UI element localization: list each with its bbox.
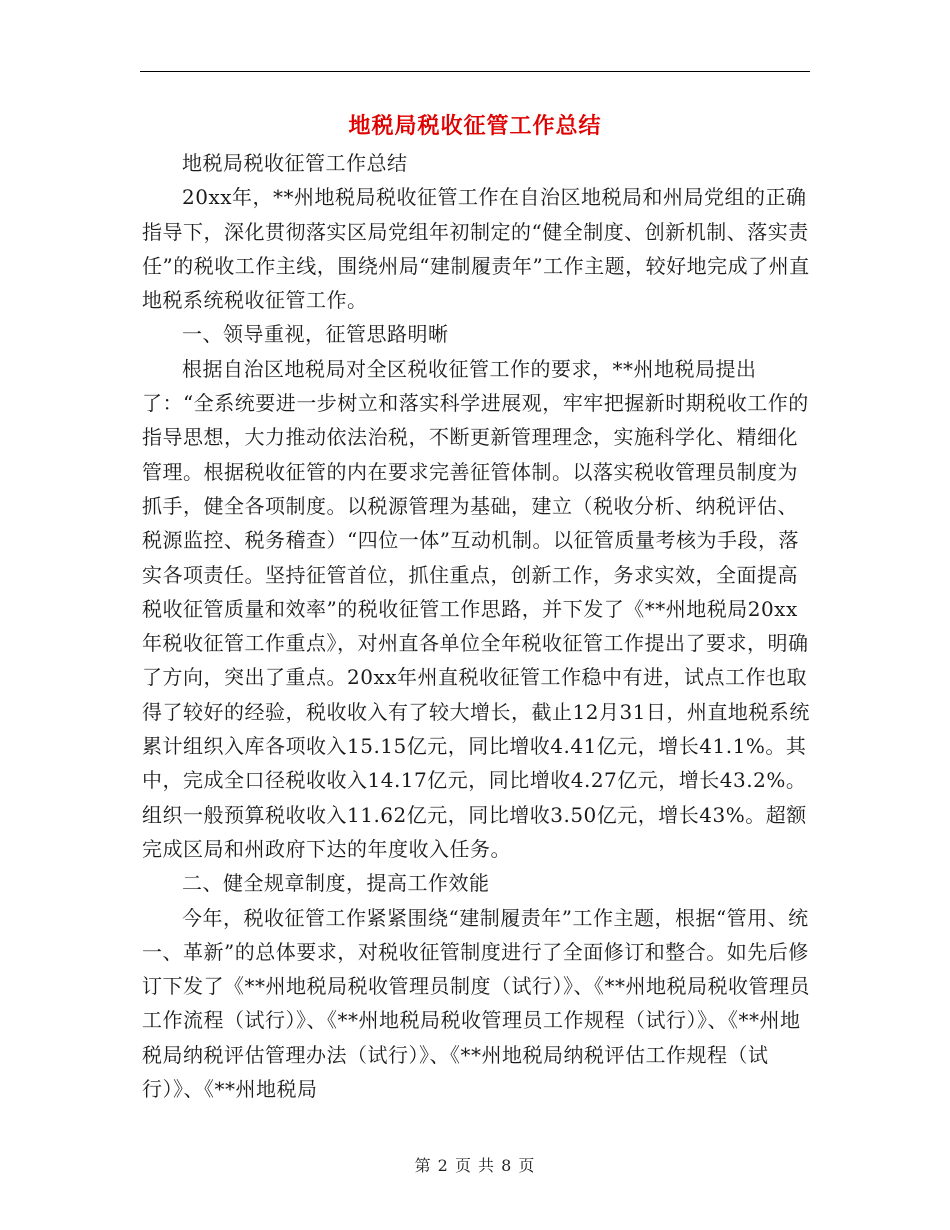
page-footer: 第 2 页 共 8 页 (414, 1156, 536, 1175)
intro-paragraph: 20xx年，**州地税局税收征管工作在自治区地税局和州局党组的正确指导下，深化贯彻落实区局党组年初制定的“健全制度、创新机制、落实责任”的税收工作主线，围绕州局“建制履责年”工作主题，较好地完成了州直地税系统税收征管工作。 (142, 185, 810, 313)
subtitle-paragraph: 地税局税收征管工作总结 (182, 151, 408, 175)
header-divider (140, 71, 810, 72)
section-2-paragraph: 今年，税收征管工作紧紧围绕“建制履责年”工作主题，根据“管用、统一、革新”的总体要求，对税收征管制度进行了全面修订和整合。如先后修订下发了《**州地税局税收管理员制度（试行）》、《**州地税局税收管理员工作流程（试行）》、《**州地税局税收管理员工作规程（试行）》、《**州地税局纳税评估管理办法（试行）》、《**州地税局纳税评估工作规程（试行）》、《**州地税局 (142, 905, 810, 1102)
section-heading-1: 一、领导重视，征管思路明晰 (182, 322, 449, 347)
document-title: 地税局税收征管工作总结 (348, 113, 602, 139)
section-1-paragraph: 根据自治区地税局对全区税收征管工作的要求，**州地税局提出了：“全系统要进一步树立和落实科学进展观，牢牢把握新时期税收工作的指导思想，大力推动依法治税，不断更新管理理念，实施科学化、精细化管理。根据税收征管的内在要求完善征管体制。以落实税收管理员制度为抓手，健全各项制度。以税源管理为基础，建立（税收分析、纳税评估、税源监控、税务稽查）“四位一体”互动机制。以征管质量考核为手段，落实各项责任。坚持征管首位，抓住重点，创新工作，务求实效，全面提高税收征管质量和效率”的税收征管工作思路，并下发了《**州地税局20xx年税收征管工作重点》，对州直各单位全年税收征管工作提出了要求，明确了方向，突出了重点。20xx年州直税收征管工作稳中有进，试点工作也取得了较好的经验，税收收入有了较大增长，截止12月31日，州直地税系统累计组织入库各项收入15.15亿元，同比增收4.41亿元，增长41.1%。其中，完成全口径税收收入14.17亿元，同比增收4.27亿元，增长43.2%。组织一般预算税收收入11.62亿元，同比增收3.50亿元，增长43%。超额完成区局和州政府下达的年度收入任务。 (142, 356, 810, 861)
document-body (142, 146, 810, 1106)
section-heading-2: 二、健全规章制度，提高工作效能 (182, 871, 490, 896)
